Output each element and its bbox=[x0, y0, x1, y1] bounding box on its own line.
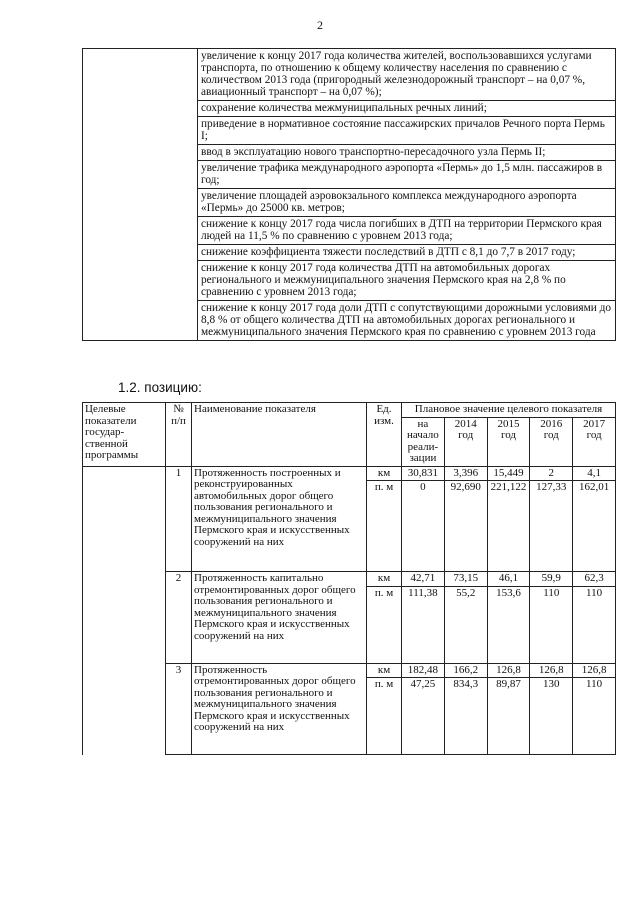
goal-item: сохранение количества межмуниципальных речных линий; bbox=[198, 101, 615, 117]
header-number: № п/п bbox=[166, 403, 192, 467]
goal-item: снижение к концу 2017 года числа погибших в ДТП на территории Пермского края людей на 11,5 % по сравнению с уровнем 2013 года; bbox=[198, 217, 615, 245]
goal-item: снижение к концу 2017 года доли ДТП с сопутствующими дорожными условиями до 8,8 % от общего количества ДТП на автомобильных дорогах регионального и межмуниципального значения Пермского края по сравнению с уровнем 2013 года bbox=[201, 302, 611, 338]
value-cell: 92,690 bbox=[444, 481, 487, 572]
value-cell: 46,1 bbox=[487, 572, 530, 587]
header-planned-value-group: Плановое значение целевого показателя bbox=[402, 403, 616, 418]
value-cell: 126,8 bbox=[573, 663, 616, 678]
row-number: 2 bbox=[166, 572, 192, 664]
value-cell: 221,122 bbox=[487, 481, 530, 572]
value-cell: 55,2 bbox=[444, 586, 487, 663]
value-cell: 166,2 bbox=[444, 663, 487, 678]
header-year-start: на начало реали-зации bbox=[402, 417, 445, 466]
value-cell: 2 bbox=[530, 466, 573, 481]
value-cell: 59,9 bbox=[530, 572, 573, 587]
value-cell: 126,8 bbox=[487, 663, 530, 678]
unit-cell: км bbox=[367, 572, 402, 587]
value-cell: 153,6 bbox=[487, 586, 530, 663]
indicator-name: Протяженность капитально отремонтированных дорог общего пользования регионального и межмуниципального значения Пермского края и искусственных сооружений на них bbox=[192, 572, 367, 664]
value-cell: 111,38 bbox=[402, 586, 445, 663]
header-year-2017: 2017 год bbox=[573, 417, 616, 466]
header-year-2014: 2014 год bbox=[444, 417, 487, 466]
unit-cell: км bbox=[367, 466, 402, 481]
section-title: 1.2. позицию: bbox=[118, 380, 202, 395]
goal-item: увеличение к концу 2017 года количества жителей, воспользовавшихся услугами транспорта, по отношению к общему количеству населения по сравнению с количеством 2013 года (пригородный железнодорожный транспорт – на 0,07 %, авиационный транспорт – на 0,07 %); bbox=[198, 49, 615, 101]
value-cell: 110 bbox=[573, 678, 616, 755]
value-cell: 15,449 bbox=[487, 466, 530, 481]
value-cell: 47,25 bbox=[402, 678, 445, 755]
value-cell: 110 bbox=[530, 586, 573, 663]
page-number: 2 bbox=[317, 18, 323, 32]
value-cell: 162,01 bbox=[573, 481, 616, 572]
goals-list-cell bbox=[198, 49, 616, 341]
goal-item: снижение к концу 2017 года количества ДТП на автомобильных дорогах регионального и межмуниципального значения Пермского края на 2,8 % по сравнению с уровнем 2013 года; bbox=[198, 261, 615, 301]
goals-continuation-table bbox=[82, 48, 616, 341]
row-number: 1 bbox=[166, 466, 192, 572]
value-cell: 127,33 bbox=[530, 481, 573, 572]
goal-item: увеличение трафика международного аэропорта «Пермь» до 1,5 млн. пассажиров в год; bbox=[198, 161, 615, 189]
value-cell: 3,396 bbox=[444, 466, 487, 481]
value-cell: 89,87 bbox=[487, 678, 530, 755]
goals-left-empty-cell bbox=[83, 49, 198, 341]
header-indicator-name: Наименование показателя bbox=[192, 403, 367, 467]
indicator-name: Протяженность отремонтированных дорог общего пользования регионального и межмуниципального значения Пермского края и искусственных сооружений на них bbox=[192, 663, 367, 755]
header-year-2015: 2015 год bbox=[487, 417, 530, 466]
goal-item: увеличение площадей аэровокзального комплекса международного аэропорта «Пермь» до 25000 кв. метров; bbox=[198, 189, 615, 217]
value-cell: 62,3 bbox=[573, 572, 616, 587]
unit-cell: п. м bbox=[367, 481, 402, 572]
goal-item: приведение в нормативное состояние пассажирских причалов Речного порта Пермь I; bbox=[198, 117, 615, 145]
value-cell: 126,8 bbox=[530, 663, 573, 678]
header-target-indicators: Целевые показатели государ-ственной программы bbox=[83, 403, 166, 467]
goal-item: ввод в эксплуатацию нового транспортно-пересадочного узла Пермь II; bbox=[198, 145, 615, 161]
value-cell: 182,48 bbox=[402, 663, 445, 678]
indicator-name: Протяженность построенных и реконструированных автомобильных дорог общего пользования регионального и межмуниципального значения Пермского края и искусственных сооружений на них bbox=[192, 466, 367, 572]
value-cell: 30,831 bbox=[402, 466, 445, 481]
value-cell: 4,1 bbox=[573, 466, 616, 481]
value-cell: 73,15 bbox=[444, 572, 487, 587]
left-empty-cell bbox=[83, 466, 166, 755]
value-cell: 0 bbox=[402, 481, 445, 572]
goal-item: снижение коэффициента тяжести последствий в ДТП с 8,1 до 7,7 в 2017 году; bbox=[198, 245, 615, 261]
value-cell: 834,3 bbox=[444, 678, 487, 755]
row-number: 3 bbox=[166, 663, 192, 755]
unit-cell: п. м bbox=[367, 586, 402, 663]
header-unit: Ед. изм. bbox=[367, 403, 402, 467]
header-year-2016: 2016 год bbox=[530, 417, 573, 466]
unit-cell: п. м bbox=[367, 678, 402, 755]
value-cell: 130 bbox=[530, 678, 573, 755]
value-cell: 110 bbox=[573, 586, 616, 663]
unit-cell: км bbox=[367, 663, 402, 678]
value-cell: 42,71 bbox=[402, 572, 445, 587]
indicator-table bbox=[82, 402, 616, 755]
